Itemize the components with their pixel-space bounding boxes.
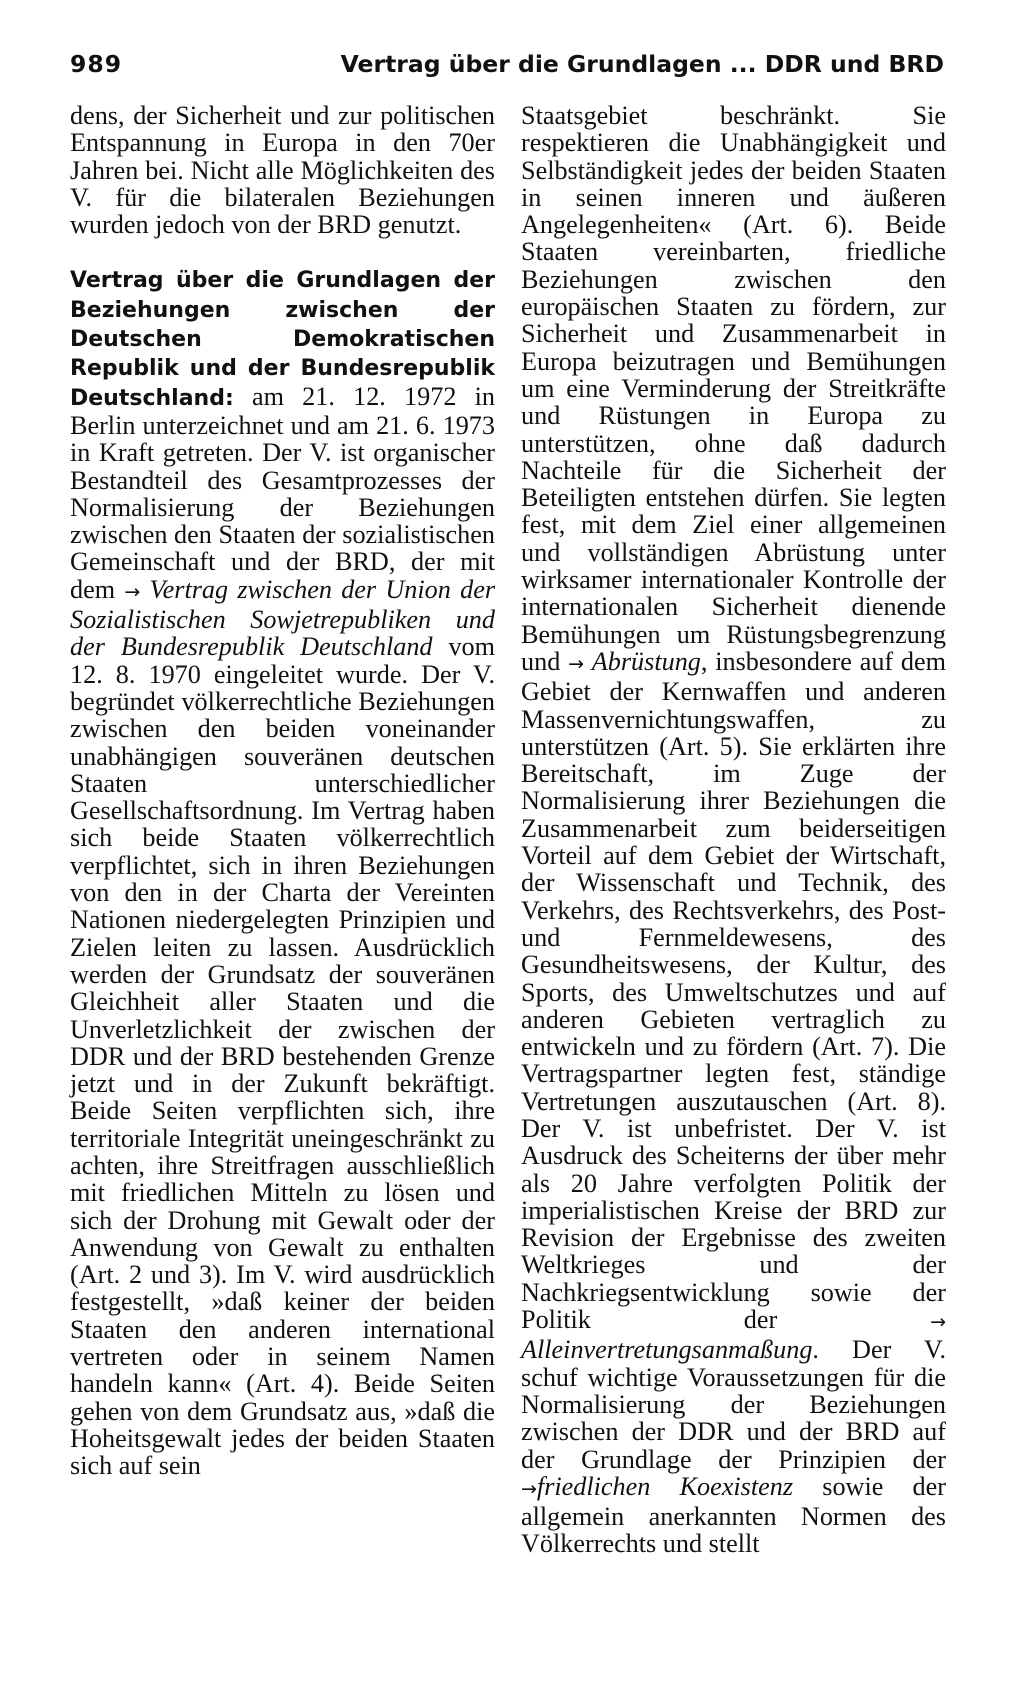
cross-reference-link[interactable]: friedlichen Koexistenz <box>536 1471 794 1501</box>
left-column <box>70 102 495 1480</box>
entry-text: . Der V. schuf wichtige Voraussetzungen für die Normalisierung der Beziehungen zwischen der DDR und der BRD auf der Grundlage der Prinzipien der <box>521 1335 946 1474</box>
cross-reference-link[interactable]: Abrüstung <box>591 646 701 676</box>
entry-paragraph-continued <box>521 102 946 1558</box>
right-column <box>521 102 946 1558</box>
entry-text: Staatsgebiet beschränkt. Sie respektieren die Unabhängigkeit und Selbständigkeit jedes der beiden Staaten in seinen inneren und äußeren Angelegenheiten« (Art. 6). Beide Staaten vereinbarten, friedliche Beziehungen zwischen den europäischen Staaten zu fördern, zur Sicherheit und Zusammenarbeit in Europa beizutragen und Bemühungen um eine Verminderung der Streitkräfte und Rüstungen in Europa zu unterstützen, ohne daß dadurch Nachteile für die Sicherheit der Beteiligten entstehen dürfen. Sie legten fest, mit dem Ziel einer allgemeinen und vollständigen Abrüstung unter wirksamer internationaler Kontrolle der internationalen Sicherheit dienende Bemühungen um Rüstungsbegrenzung und <box>521 101 946 676</box>
running-head <box>70 50 944 90</box>
entry-paragraph <box>70 265 495 1479</box>
running-title: Vertrag über die Grundlagen ... DDR und BRD <box>340 50 944 78</box>
entry-text: am 21. 12. 1972 in Berlin unterzeichnet und am 21. 6. 1973 in Kraft getreten. Der V. ist organischer Bestandteil des Gesamtprozesses der Normalisierung der Beziehungen zwischen den Staaten der sozialistischen Gemeinschaft und der BRD, der mit dem <box>70 381 495 604</box>
cross-reference-arrow-icon: → <box>521 1477 537 1500</box>
page-number: 989 <box>70 50 123 78</box>
cross-reference-link[interactable]: Alleinvertretungsanmaßung <box>521 1335 813 1365</box>
cross-reference-arrow-icon: → <box>568 652 584 675</box>
cross-reference-arrow-icon: → <box>930 1311 946 1334</box>
paragraph-continuation: dens, der Sicherheit und zur politischen Entspannung in Europa in den 70er Jahren bei. Nicht alle Möglichkeiten des V. für die bilateralen Beziehungen wurden jedoch von der BRD genutzt. <box>70 101 495 240</box>
cross-reference-link[interactable]: Vertrag zwischen der Union der Sozialistischen Sowjetrepubliken und der Bundesrepublik Deutschland <box>70 574 496 662</box>
entry-text: , insbesondere auf dem Gebiet der Kernwaffen und anderen Massenvernichtungswaffen, zu unterstützen (Art. 5). Sie erklärten ihre Bereitschaft, im Zuge der Normalisierung ihrer Beziehungen die Zusammenarbeit zum beiderseitigen Vorteil auf dem Gebiet der Wirtschaft, der Wissenschaft und Technik, des Verkehrs, des Rechtsverkehrs, des Post- und Fernmeldewesens, des Gesundheitswesens, der Kultur, des Sports, des Umweltschutzes und auf anderen Gebieten vertraglich zu entwickeln und zu fördern (Art. 7). Die Vertragspartner legten fest, ständige Vertretungen auszutauschen (Art. 8). Der V. ist unbefristet. Der V. ist Ausdruck des Scheiterns der über mehr als 20 Jahre verfolgten Politik der imperialistischen Kreise der BRD zur Revision der Ergebnisse des zweiten Weltkrieges und der Nachkriegsentwicklung sowie der Politik der <box>521 646 947 1335</box>
cross-reference-arrow-icon: → <box>124 580 141 603</box>
entry-title: Vertrag über die Grundlagen der Beziehungen zwischen der Deutschen Demokratischen Republik und der Bundesrepublik Deutschland: <box>70 268 495 411</box>
entry-text: sowie der allgemein anerkannten Normen des Völkerrechts und stellt <box>521 1471 946 1559</box>
entry-text-continued: vom 12. 8. 1970 eingeleitet wurde. Der V. begründet völkerrechtliche Beziehungen zwischen den beiden voneinander unabhängigen souveränen deutschen Staaten unterschiedlicher Gesellschaftsordnung. Im Vertrag haben sich beide Staaten völkerrechtlich verpflichtet, sich in ihren Beziehungen von den in der Charta der Vereinten Nationen niedergelegten Prinzipien und Zielen leiten zu lassen. Ausdrücklich werden der Grundsatz der souveränen Gleichheit aller Staaten und die Unverletzlichkeit der zwischen der DDR und der BRD bestehenden Grenze jetzt und in der Zukunft bekräftigt. Beide Seiten verpflichten sich, ihre territoriale Integrität uneingeschränkt zu achten, ihre Streitfragen ausschließlich mit friedlichen Mitteln zu lösen und sich der Drohung mit Gewalt oder der Anwendung von Gewalt zu enthalten (Art. 2 und 3). Im V. wird ausdrücklich festgestellt, »daß keiner der beiden Staaten den anderen international vertreten oder in seinem Namen handeln kann« (Art. 4). Beide Seiten gehen von dem Grundsatz aus, »daß die Hoheitsgewalt jedes der beiden Staaten sich auf sein <box>70 632 495 1481</box>
